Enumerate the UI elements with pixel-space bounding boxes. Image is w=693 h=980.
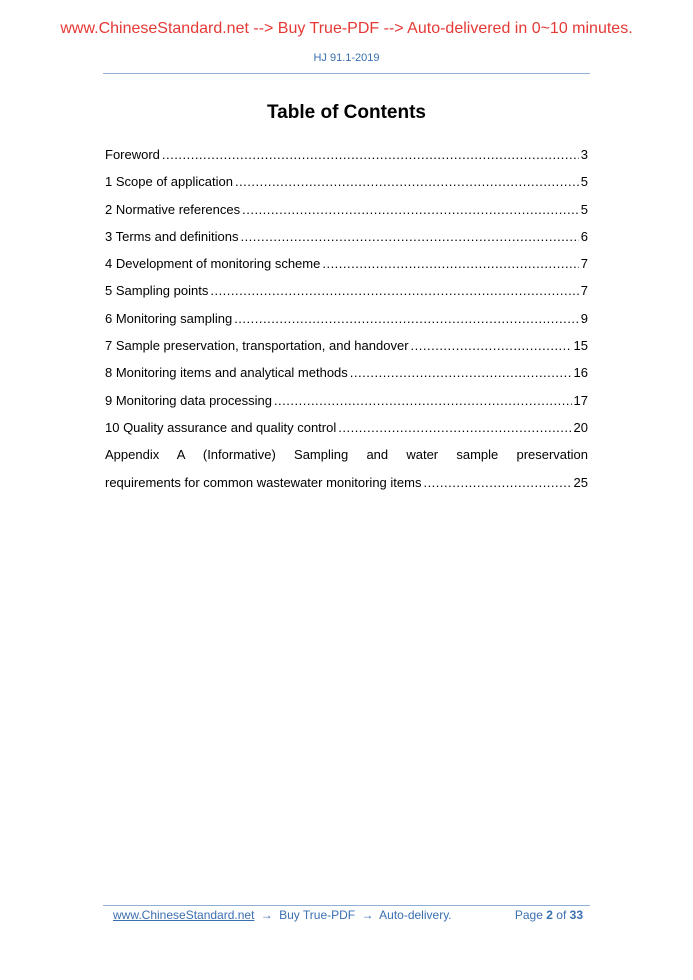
toc-entry-sampling-points[interactable]	[105, 281, 588, 308]
footer-delivery-text: Auto-delivery.	[379, 908, 452, 922]
toc-leader-dots	[274, 392, 572, 410]
toc-appendix-line2: requirements for common wastewater monitoring items	[105, 474, 422, 490]
toc-entry-page: 7	[580, 283, 588, 299]
page-indicator	[515, 908, 583, 922]
toc-entry-quality-assurance[interactable]	[105, 418, 588, 445]
footer-divider	[103, 905, 590, 906]
toc-entry-terms[interactable]	[105, 227, 588, 254]
toc-entry-monitoring-sampling[interactable]	[105, 309, 588, 336]
toc-entry-page: 25	[573, 474, 588, 490]
toc-appendix-line2-row	[105, 473, 588, 500]
page-current: 2	[546, 908, 553, 922]
toc-entry-page: 6	[580, 228, 588, 244]
page-title: Table of Contents	[266, 102, 427, 123]
toc-entry-text: 1 Scope of application	[105, 174, 233, 190]
toc-entry-text: 10 Quality assurance and quality control	[105, 419, 337, 435]
toc-entry-page: 3	[580, 147, 588, 162]
toc-entry-scope[interactable]	[105, 172, 588, 199]
toc-entry-normative-references[interactable]	[105, 200, 588, 227]
toc-entry-page: 20	[573, 419, 588, 435]
toc-leader-dots	[234, 310, 579, 328]
toc-leader-dots	[350, 364, 572, 382]
toc-leader-dots	[242, 201, 579, 219]
toc-entry-page: 17	[573, 392, 588, 408]
toc-leader-dots	[423, 474, 571, 492]
toc-leader-dots	[235, 173, 579, 191]
toc-leader-dots	[162, 146, 579, 164]
toc-entry-text: 4 Development of monitoring scheme	[105, 256, 321, 272]
toc-leader-dots	[338, 419, 571, 437]
page-label: Page	[514, 908, 543, 922]
toc-leader-dots	[210, 282, 578, 300]
toc-entry-foreword[interactable]	[105, 145, 588, 172]
toc-entry-page: 5	[580, 201, 588, 217]
toc-entry-text: 3 Terms and definitions	[105, 228, 239, 244]
arrow-right-icon: →	[361, 908, 374, 922]
toc-appendix-line1: Appendix A (Informative) Sampling and water sample preservation	[105, 447, 588, 463]
header-divider	[103, 73, 590, 74]
page-footer	[113, 908, 583, 922]
toc-entry-text: 9 Monitoring data processing	[105, 392, 272, 408]
toc-leader-dots	[240, 228, 578, 246]
toc-entry-monitoring-scheme[interactable]	[105, 254, 588, 281]
toc-entry-data-processing[interactable]	[105, 391, 588, 418]
standard-code: HJ 91.1-2019	[313, 52, 380, 64]
footer-site-link[interactable]: www.ChineseStandard.net	[113, 908, 255, 922]
toc-list	[105, 145, 588, 500]
footer-buy-text: Buy True-PDF	[279, 908, 356, 922]
toc-entry-text: 5 Sampling points	[105, 283, 209, 299]
toc-entry-text: 8 Monitoring items and analytical methods	[105, 365, 348, 381]
toc-entry-text: 6 Monitoring sampling	[105, 310, 233, 326]
toc-entry-sample-preservation[interactable]	[105, 336, 588, 363]
page-total: 33	[569, 908, 583, 922]
toc-entry-text: 7 Sample preservation, transportation, and handover	[105, 338, 409, 354]
toc-entry-page: 15	[573, 338, 588, 354]
toc-leader-dots	[411, 337, 572, 355]
toc-leader-dots	[322, 255, 578, 273]
top-banner: www.ChineseStandard.net --> Buy True-PDF --> Auto-delivered in 0~10 minutes.	[60, 20, 633, 37]
toc-entry-page: 16	[573, 365, 588, 381]
toc-entry-page: 7	[580, 256, 588, 272]
toc-entry-text: 2 Normative references	[105, 201, 241, 217]
toc-entry-monitoring-items[interactable]	[105, 363, 588, 390]
toc-entry-page: 5	[580, 174, 588, 190]
arrow-right-icon: →	[260, 908, 273, 922]
toc-entry-page: 9	[580, 310, 588, 326]
of-label: of	[556, 908, 567, 922]
toc-entry-appendix-a[interactable]	[105, 445, 588, 500]
toc-entry-text: Foreword	[105, 147, 160, 162]
